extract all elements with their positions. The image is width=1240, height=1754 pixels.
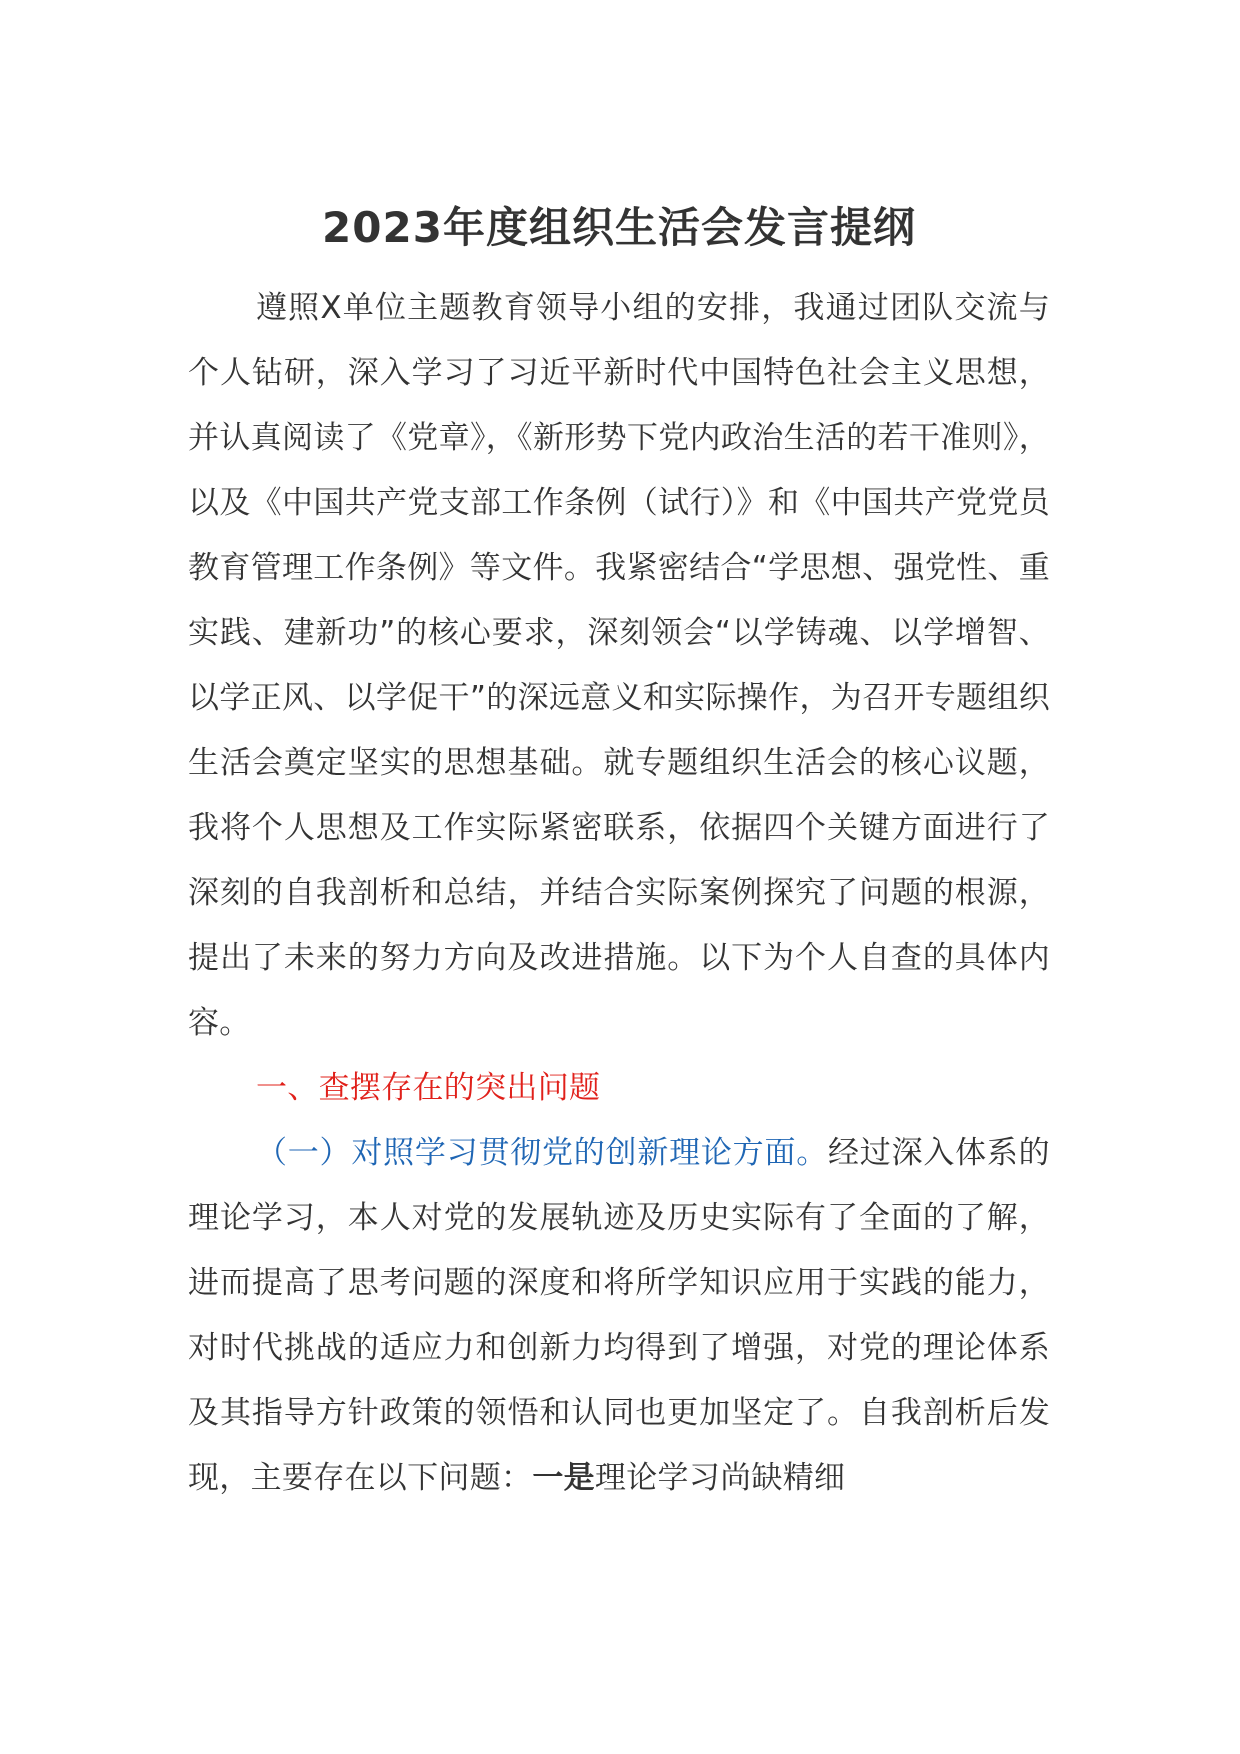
- document-title: 2023年度组织生活会发言提纲: [322, 203, 916, 252]
- subsection-heading-1: （一）对照学习贯彻党的创新理论方面。: [256, 1135, 829, 1171]
- subsection-text-1: 经过深入体系的理论学习，本人对党的发展轨迹及历史实际有了全面的了解，进而提高了思考问题的深度和将所学知识应用于实践的能力，对时代挑战的适应力和创新力均得到了增强，对党的理论体系及其指导方针政策的领悟和认同也更加坚定了。自我剖析后发现，主要存在以下问题：: [188, 1135, 1050, 1496]
- document-page: [188, 200, 1050, 1511]
- intro-paragraph: 遵照X单位主题教育领导小组的安排，我通过团队交流与个人钻研，深入学习了习近平新时代中国特色社会主义思想，并认真阅读了《党章》，《新形势下党内政治生活的若干准则》，以及《中国共产党支部工作条例（试行）》和《中国共产党党员教育管理工作条例》等文件。我紧密结合“学思想、强党性、重实践、建新功”的核心要求，深刻领会“以学铸魂、以学增智、以学正风、以学促干”的深远意义和实际操作，为召开专题组织生活会奠定坚实的思想基础。就专题组织生活会的核心议题，我将个人思想及工作实际紧密联系，依据四个关键方面进行了深刻的自我剖析和总结，并结合实际案例探究了问题的根源，提出了未来的努力方向及改进措施。以下为个人自查的具体内容。: [188, 290, 1050, 1041]
- point-text-1: 理论学习尚缺精细: [594, 1460, 846, 1496]
- point-label-1: 一是: [532, 1460, 595, 1496]
- section-heading-1: 一、查摆存在的突出问题: [256, 1070, 601, 1106]
- subsection-paragraph-1: [188, 1121, 1050, 1511]
